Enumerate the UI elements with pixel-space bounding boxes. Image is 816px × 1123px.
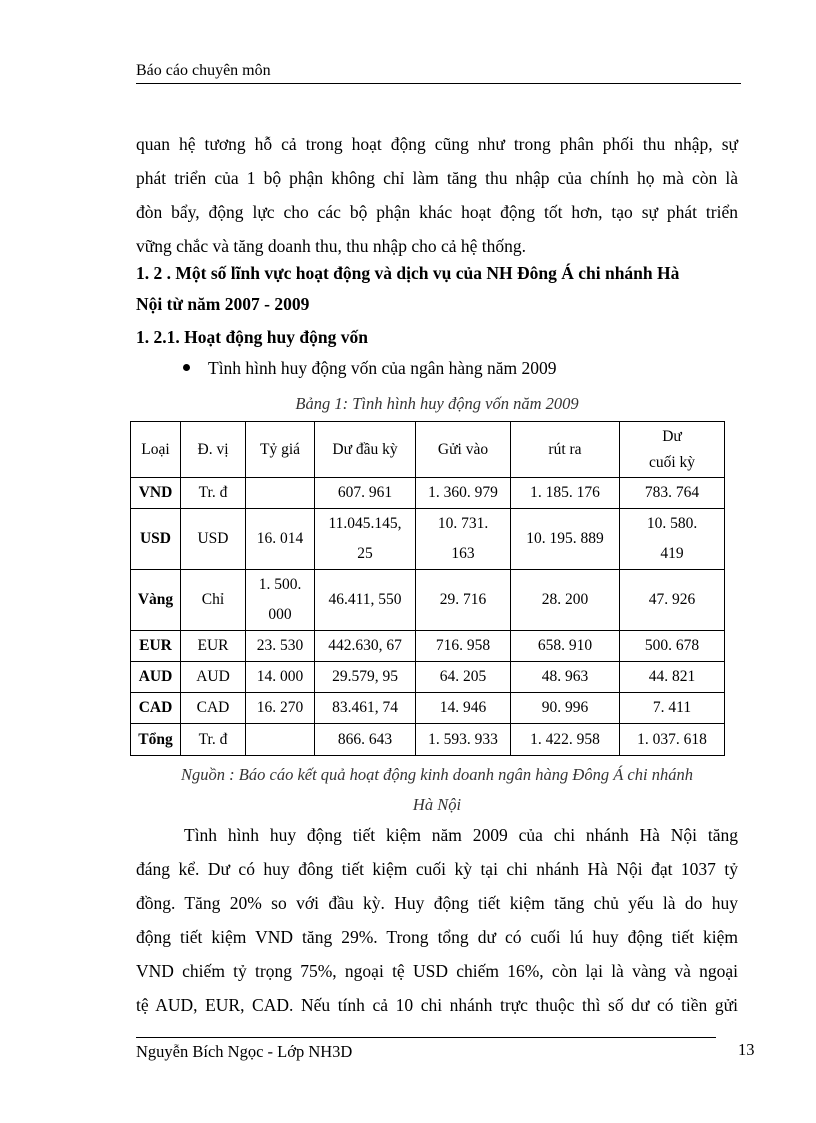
cell-rut-ra: 10. 195. 889	[511, 509, 620, 570]
bullet-item	[183, 358, 557, 379]
text-line: đòn bẩy, động lực cho các bộ phận khác hoạt động tốt hơn, tạo sự phát triển	[136, 202, 738, 222]
header-cell: rút ra	[511, 422, 620, 478]
cell-line: 419	[660, 545, 684, 562]
page-footer: Nguyễn Bích Ngọc - Lớp NH3D	[136, 1042, 353, 1061]
cell-rut-ra: 1. 422. 958	[511, 724, 620, 756]
cell-line: 11.045.145,	[328, 515, 402, 532]
text-line: vững chắc và tăng doanh thu, thu nhập cho cả hệ thống.	[136, 236, 526, 256]
cell-loai: CAD	[131, 693, 181, 724]
cell-dvi: Tr. đ	[181, 724, 246, 756]
cell-dvi: Tr. đ	[181, 478, 246, 509]
source-line: Hà Nội	[412, 795, 462, 814]
cell-du-dau: 46.411, 550	[315, 570, 416, 631]
cell-dvi: USD	[181, 509, 246, 570]
footer-rule	[136, 1037, 716, 1038]
cell-line: 25	[357, 545, 373, 562]
section-heading	[136, 258, 738, 320]
cell-rut-ra: 48. 963	[511, 662, 620, 693]
text-line: động tiết kiệm VND tăng 29%. Trong tổng dư có cuối lú huy động tiết kiệm	[136, 927, 738, 947]
table-row	[131, 693, 725, 724]
cell-loai: Tổng	[131, 724, 181, 756]
text-line: tệ AUD, EUR, CAD. Nếu tính cả 10 chi nhánh trực thuộc thì số dư có tiền gửi	[136, 995, 738, 1015]
cell-dvi: EUR	[181, 631, 246, 662]
section-heading-line: Nội từ năm 2007 - 2009	[136, 294, 310, 314]
cell-du-cuoi: 1. 037. 618	[620, 724, 725, 756]
cell-ty-gia	[246, 570, 315, 631]
cell-du-dau	[315, 509, 416, 570]
page-number: 13	[738, 1040, 755, 1059]
cell-ty-gia: 16. 270	[246, 693, 315, 724]
cell-rut-ra: 1. 185. 176	[511, 478, 620, 509]
cell-du-dau: 83.461, 74	[315, 693, 416, 724]
table-header-row	[131, 422, 725, 478]
cell-loai: USD	[131, 509, 181, 570]
cell-dvi: CAD	[181, 693, 246, 724]
cell-gui-vao	[416, 509, 511, 570]
table-row	[131, 631, 725, 662]
cell-gui-vao: 1. 360. 979	[416, 478, 511, 509]
header-rule	[136, 83, 741, 84]
cell-line: 10. 580.	[646, 515, 698, 532]
source-line: Nguồn : Báo cáo kết quả hoạt động kinh doanh ngân hàng Đông Á chi nhánh	[181, 765, 693, 784]
header-cell: Đ. vị	[181, 422, 246, 478]
text-line: Tình hình huy động tiết kiệm năm 2009 của chi nhánh Hà Nội tăng	[184, 825, 738, 845]
body-paragraph	[136, 818, 738, 1022]
cell-dvi: AUD	[181, 662, 246, 693]
cell-loai: VND	[131, 478, 181, 509]
cell-gui-vao: 29. 716	[416, 570, 511, 631]
subsection-heading: 1. 2.1. Hoạt động huy động vốn	[136, 327, 368, 347]
table-row	[131, 478, 725, 509]
header-line: cuối kỳ	[648, 453, 696, 471]
bullet-text: Tình hình huy động vốn của ngân hàng năm 2009	[208, 358, 557, 378]
cell-loai: AUD	[131, 662, 181, 693]
header-cell: Loại	[131, 422, 181, 478]
cell-ty-gia	[246, 724, 315, 756]
cell-du-cuoi: 783. 764	[620, 478, 725, 509]
header-line: Dư	[662, 427, 682, 445]
cell-ty-gia	[246, 478, 315, 509]
cell-du-dau: 607. 961	[315, 478, 416, 509]
section-heading-line: 1. 2 . Một số lĩnh vực hoạt động và dịch vụ của NH Đông Á chi nhánh Hà	[136, 263, 680, 283]
deposit-table	[130, 421, 725, 756]
cell-line: 1. 500.	[258, 576, 302, 593]
cell-gui-vao: 1. 593. 933	[416, 724, 511, 756]
header-cell: Gửi vào	[416, 422, 511, 478]
cell-du-dau: 29.579, 95	[315, 662, 416, 693]
cell-line: 000	[268, 606, 292, 623]
cell-ty-gia: 14. 000	[246, 662, 315, 693]
text-line: phát triển của 1 bộ phận không chỉ làm tăng thu nhập của chính họ mà còn là	[136, 168, 738, 188]
cell-gui-vao: 716. 958	[416, 631, 511, 662]
cell-du-dau: 866. 643	[315, 724, 416, 756]
cell-line: 10. 731.	[437, 515, 489, 532]
table-row	[131, 509, 725, 570]
cell-gui-vao: 64. 205	[416, 662, 511, 693]
text-line: đồng. Tăng 20% so với đầu kỳ. Huy động tiết kiệm tăng chủ yếu là do huy	[136, 893, 738, 913]
cell-du-cuoi: 44. 821	[620, 662, 725, 693]
table-row-total	[131, 724, 725, 756]
intro-paragraph	[136, 127, 738, 263]
text-line: VND chiếm tỷ trọng 75%, ngoại tệ USD chiếm 16%, còn lại là vàng và ngoại	[136, 961, 738, 981]
cell-rut-ra: 28. 200	[511, 570, 620, 631]
cell-du-cuoi: 500. 678	[620, 631, 725, 662]
table-source	[136, 760, 738, 820]
header-cell: Tỷ giá	[246, 422, 315, 478]
page-header: Báo cáo chuyên môn	[136, 62, 271, 79]
text-line: quan hệ tương hỗ cả trong hoạt động cũng như trong phân phối thu nhập, sự	[136, 134, 738, 154]
cell-du-cuoi: 7. 411	[620, 693, 725, 724]
cell-loai: Vàng	[131, 570, 181, 631]
table-row	[131, 570, 725, 631]
cell-du-cuoi	[620, 509, 725, 570]
header-cell: Dư đầu kỳ	[315, 422, 416, 478]
cell-line: 163	[451, 545, 475, 562]
header-cell-du-cuoi-ky	[620, 422, 725, 478]
cell-rut-ra: 90. 996	[511, 693, 620, 724]
cell-gui-vao: 14. 946	[416, 693, 511, 724]
text-line: đáng kể. Dư có huy đông tiết kiệm cuối kỳ tại chi nhánh Hà Nội đạt 1037 tỷ	[136, 859, 738, 879]
table-row	[131, 662, 725, 693]
cell-loai: EUR	[131, 631, 181, 662]
cell-dvi: Chỉ	[181, 570, 246, 631]
cell-rut-ra: 658. 910	[511, 631, 620, 662]
bullet-dot-icon	[183, 364, 190, 371]
cell-du-dau: 442.630, 67	[315, 631, 416, 662]
cell-ty-gia: 16. 014	[246, 509, 315, 570]
table-caption: Bảng 1: Tình hình huy động vốn năm 2009	[295, 394, 579, 413]
cell-ty-gia: 23. 530	[246, 631, 315, 662]
cell-du-cuoi: 47. 926	[620, 570, 725, 631]
